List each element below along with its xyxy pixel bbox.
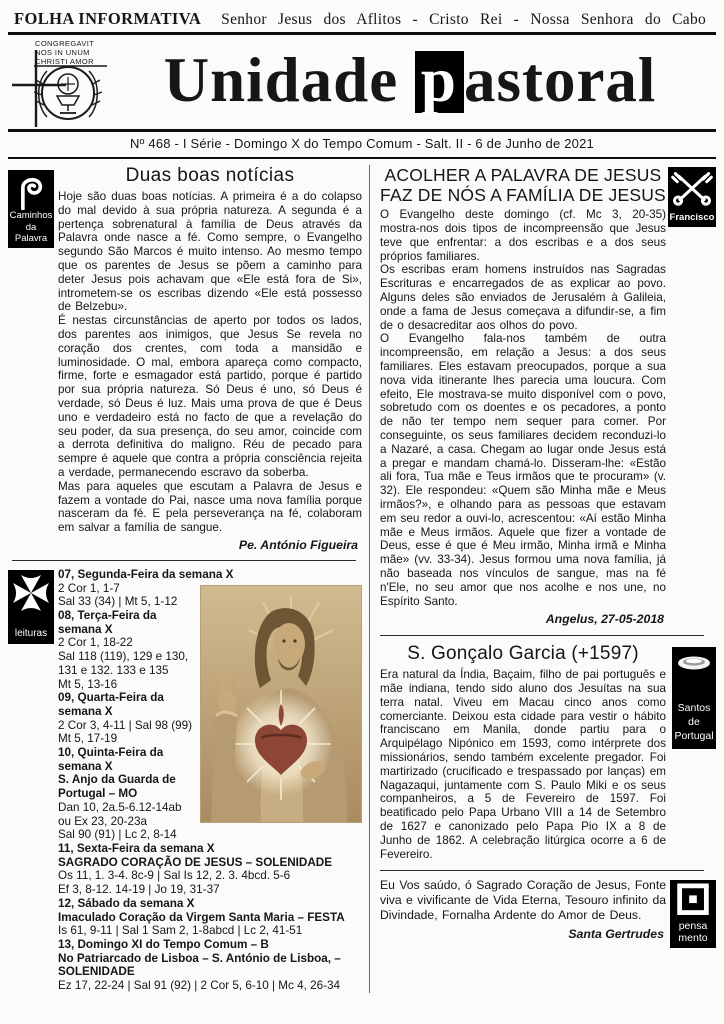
reading-line: Mt 5, 13-16 [58, 677, 118, 691]
article-body [380, 208, 666, 608]
reading-line: Imaculado Coração da Virgem Santa Maria – FESTA [58, 910, 345, 924]
reading-line: 2 Cor 1, 18-22 [58, 636, 133, 650]
badge-label-line: Francisco [669, 211, 715, 223]
badge-label-line: Caminhos [9, 210, 53, 222]
francisco-badge [668, 167, 716, 227]
reading-line: 08, Terça-Feira da semana X [58, 609, 157, 636]
article-body [58, 190, 362, 535]
header-strip [0, 0, 724, 29]
article-paragraph: Os escribas eram homens instruídos nas Sagradas Escrituras e encarregados de as explicar ao povo. Alguns deles são enviados de Jerusalém à Galileia, onde a fama de Jesus começava a difundir-se, a fim de o desacreditar aos olhos do povo. [380, 263, 666, 332]
article-title: ACOLHER A PALAVRA DE JESUS FAZ DE NÓS A FAMÍLIA DE JESUS [380, 165, 666, 206]
reading-line: SAGRADO CORAÇÃO DE JESUS – SOLENIDADE [58, 855, 333, 869]
pensamento-signature: Santa Gertrudes [568, 927, 664, 942]
leituras-badge [8, 570, 54, 644]
reading-line: No Patriarcado de Lisboa – S. António de Lisboa, – SOLENIDADE [58, 951, 341, 979]
masthead-inverse-letter: p [415, 51, 464, 113]
article-body [380, 668, 666, 861]
reading-line: Sal 33 (34) | Mt 5, 1-12 [58, 595, 178, 609]
reading-line: Ef 3, 8-12. 14-19 | Jo 19, 31-37 [58, 883, 220, 897]
article-paragraph: O Evangelho deste domingo (cf. Mc 3, 20-35) mostra-nos dois tipos de incompreensão que Jesus teve que enfrentar: a dos escribas e a dos seus próprios familiares. [380, 208, 666, 263]
emblem-motto-line: CHRISTI AMOR [35, 57, 94, 66]
issue-rule [8, 157, 716, 159]
badge-label-line: Santos [677, 702, 711, 715]
badge-label-line: leituras [14, 628, 48, 640]
reading-line: 10, Quinta-Feira da semana X [58, 746, 164, 773]
article-acolher-palavra [380, 165, 715, 627]
masthead-title-pre: Unidade [163, 45, 399, 115]
francisco-badge-label [669, 212, 715, 225]
article-paragraph: Era natural da Índia, Baçaim, filho de pai português e mãe indiana, tendo sido aluno dos Jesuítas na sua terra natal. Viveu em Macau cinco anos como comerciante. Deixou esta cidade para vestir o hábito franciscano em Manila, donde partiu para o Arquipélago Nipónico em 1593, como intérprete dos missionários, sendo também excelente pregador. Foi martirizado (crucificado e trespassado por lanças) em Nagazaqui, juntamente com S. Paulo Miki e os seus companheiros, a 5 de Fevereiro de 1597. Foi beatificado pelo Papa Urbano VIII a 14 de Setembro de 1627 e canonizado pelo Papa Pio IX a 8 de Junho de 1862. A celebração litúrgica ocorre a 6 de Fevereiro. [380, 668, 666, 861]
leituras-section [14, 567, 362, 993]
reading-line: 11, Sexta-Feira da semana X [58, 841, 215, 855]
article-title: Duas boas notícias [125, 165, 295, 186]
content-columns [8, 165, 716, 993]
reading-line: 07, Segunda-Feira da semana X [58, 567, 234, 581]
reading-line: S. Anjo da Guarda de Portugal – MO [58, 773, 176, 801]
reading-line: 09, Quarta-Feira da semana X [58, 691, 164, 718]
reading-line: Sal 118 (119), 129 e 130, 131 e 132. 133 e 135 [58, 650, 189, 677]
article-paragraph: Mas para aqueles que escutam a Palavra de Jesus e fazem a vontade do Pai, nasce uma nova família porque nasceram da fé. E pela perseverança na fé, colaboram em salvar a família de sangue. [58, 479, 362, 535]
masthead-title-post: astoral [463, 45, 657, 115]
reading-line: Dan 10, 2a.5-6.12-14ab ou Ex 23, 20-23a [58, 800, 182, 828]
halo-icon [674, 650, 714, 676]
parish-emblem [10, 37, 110, 129]
reading-line: 12, Sábado da semana X [58, 896, 195, 910]
section-divider [12, 560, 356, 561]
leituras-badge-label [9, 628, 53, 642]
publication-kicker: FOLHA INFORMATIVA [14, 9, 202, 28]
emblem-motto-line: NOS IN UNUM [35, 48, 90, 57]
santos-badge-label [673, 702, 715, 745]
reading-line: Ez 17, 22-24 | Sal 91 (92) | 2 Cor 5, 6-10 | Mc 4, 26-34 [58, 979, 340, 993]
section-divider [380, 635, 704, 636]
pensamento-badge [670, 880, 716, 948]
pensamento-section [380, 878, 708, 944]
badge-label-line: de [688, 716, 700, 729]
section-divider [380, 870, 704, 871]
reading-line: Sal 90 (91) | Lc 2, 8-14 [58, 828, 177, 842]
santos-de-portugal-badge [672, 647, 716, 749]
badge-label-line: Portugal [674, 729, 714, 742]
article-title: S. Gonçalo Garcia (+1597) [407, 643, 639, 665]
reading-line: Is 61, 9-11 | Sal 1 Sam 2, 1-8abcd | Lc 2, 41-51 [58, 924, 303, 938]
article-paragraph: Hoje são duas boas notícias. A primeira é a do colapso do mal devido à sua própria natureza. A segunda é a pertença sobrenatural à família de Deus através da Palavra onde nasce a fé. Como sempre, o Evangelho segundo São Marcos é muito intenso. Ao mesmo tempo que os parentes de Jesus se põem a caminho para deter Jesus pois achavam que «Ele está fora de Si», intrometem-se os escribas dizendo «Ele está possesso de Belzebu». [58, 190, 362, 314]
cross-pattee-icon [11, 572, 51, 614]
parishes-line: Senhor Jesus dos Aflitos - Cristo Rei - Nossa Senhora do Cabo [221, 11, 707, 28]
masthead-title [8, 35, 716, 125]
article-duas-boas-noticias [9, 165, 362, 552]
article-sao-goncalo-garcia [380, 643, 714, 861]
spiral-staff-icon [9, 173, 53, 210]
pensamento-quote: Eu Vos saúdo, ó Sagrado Coração de Jesus, Fonte viva e vivificante de Vida Eterna, Tesouro infinito da Divindade, Fornalha Ardente do Amor de Deus. [380, 878, 666, 923]
article-paragraph: É nestas circunstâncias de aperto por todos os lados, dos parentes aos inimigos, que Jesus Se revela no coração dos crentes, com toda a mansidão e luminosidade. O mal, embora apareça como compacto, firme, forte e esmagador está partido, porque é partido por sua própria natureza. Só Deus é uno, só Deus é verdade, só Deus é luz. Mais uma prova de que é Deus uno e verdadeiro está no facto de que a revelação do seu poder, da sua presença, do seu amor, coincide com a derrota definitiva do maligno. Réu de pecado para sempre é aquele que contra a própria consciência rejeita a verdade, permanecendo escravo da soberba. [58, 314, 362, 479]
crossed-keys-icon [670, 169, 714, 207]
issue-line: Nº 468 - I Série - Domingo X do Tempo Comum - Salt. II - 6 de Junho de 2021 [130, 136, 594, 151]
reading-line: Os 11, 1. 3-4. 8c-9 | Sal Is 12, 2. 3. 4bcd. 5-6 [58, 869, 291, 883]
reading-line: 13, Domingo XI do Tempo Comum – B [58, 937, 269, 951]
pensamento-badge-label [671, 920, 715, 947]
caminhos-badge-label [9, 210, 53, 246]
article-signature: Angelus, 27-05-2018 [545, 612, 664, 627]
masthead [8, 35, 716, 129]
readings-list [58, 568, 362, 993]
article-signature: Pe. António Figueira [238, 537, 358, 552]
article-paragraph: O Evangelho fala-nos também de outra incompreensão, em relação a Jesus: a dos seus familiares. Eles estavam preocupados, porque a sua nova vida itinerante lhes parecia uma loucura. Com efeito, Ele mostrava-se muito disponível com o povo, sobretudo com os doentes e os pecadores, a ponto de não ter tempo nem sequer para comer. Por conseguinte, os seus familiares decidem reconduzi-lo a Nazaré, a casa. Chegam ao lugar onde Jesus está a pregar e mandam chamá-lo. Disseram-lhe: «Estão ali fora, Tua mãe e Teus irmãos que te procuram» (v. 32). Ele respondeu: «Quem são Minha mãe e Meus irmãos?», e olhando para as pessoas que estavam em seu redor a ouvi-lo, acrescentou: «Aí estão Minha mãe e Meus irmãos. Aquele que fizer a vontade de Deus, esse é que é Meu irmão, Minha irmã e Minha mãe» (vv. 33-34). Jesus formou uma nova família, já não baseada nos vínculos de sangue, mas na fé n'Ele, no seu amor que nos acolhe e nos une, no Espírito Santo. [380, 332, 666, 608]
sacred-heart-image [200, 585, 362, 823]
badge-label-line: pensa [678, 919, 708, 932]
reading-line: 2 Cor 3, 4-11 | Sal 98 (99) [58, 718, 193, 732]
right-column [369, 165, 716, 993]
reading-line: Mt 5, 17-19 [58, 732, 118, 746]
emblem-motto-line: CONGREGAVIT [35, 39, 95, 48]
reading-line: 2 Cor 1, 1-7 [58, 581, 120, 595]
left-column [8, 165, 369, 993]
caminhos-da-palavra-badge [8, 170, 54, 248]
badge-label-line: da Palavra [14, 221, 48, 244]
concentric-squares-icon [673, 883, 713, 919]
badge-label-line: mento [678, 931, 708, 944]
